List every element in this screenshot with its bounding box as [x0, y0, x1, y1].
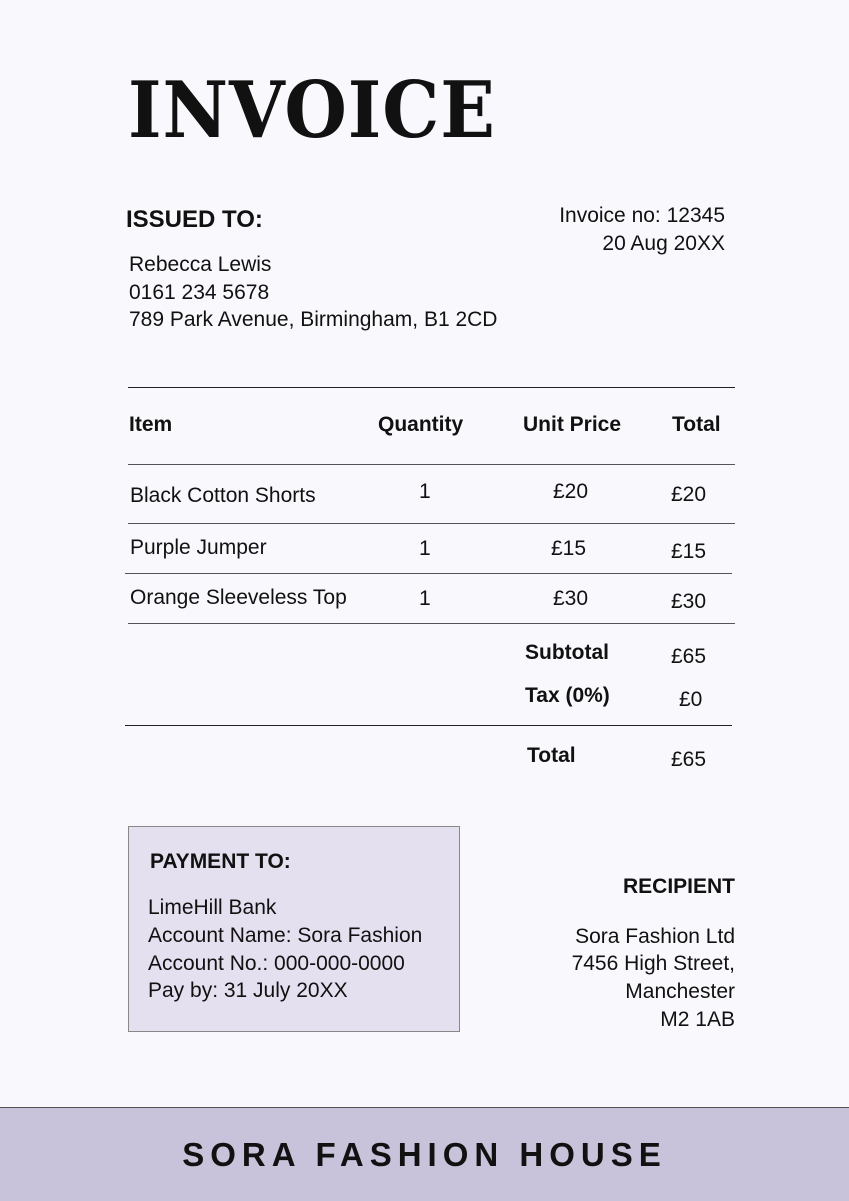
item-name: Purple Jumper	[130, 536, 267, 559]
table-top-rule	[128, 387, 735, 388]
row-divider	[128, 623, 735, 624]
account-number: Account No.: 000-000-0000	[148, 952, 405, 975]
pay-by-date: Pay by: 31 July 20XX	[148, 979, 348, 1002]
recipient-city: Manchester	[625, 980, 735, 1003]
bank-name: LimeHill Bank	[148, 896, 277, 919]
customer-phone: 0161 234 5678	[129, 281, 270, 304]
account-name: Account Name: Sora Fashion	[148, 924, 423, 947]
tax-value: £0	[679, 688, 703, 711]
item-unit-price: £15	[551, 537, 587, 560]
item-name: Black Cotton Shorts	[130, 484, 316, 507]
item-quantity: 1	[419, 587, 431, 610]
recipient-street: 7456 High Street,	[571, 952, 735, 975]
invoice-number: Invoice no: 12345	[559, 204, 725, 227]
column-header-quantity: Quantity	[378, 413, 464, 436]
item-name: Orange Sleeveless Top	[130, 586, 347, 609]
invoice-title: INVOICE	[128, 65, 496, 156]
subtotal-label: Subtotal	[525, 641, 609, 664]
item-total: £20	[671, 483, 707, 506]
recipient-company: Sora Fashion Ltd	[575, 925, 735, 948]
invoice-date: 20 Aug 20XX	[602, 232, 725, 255]
item-total: £30	[671, 590, 707, 613]
column-header-total: Total	[672, 413, 721, 436]
customer-name: Rebecca Lewis	[129, 253, 272, 276]
recipient-label: RECIPIENT	[622, 875, 735, 898]
customer-address: 789 Park Avenue, Birmingham, B1 2CD	[129, 308, 498, 331]
item-quantity: 1	[419, 480, 431, 503]
row-divider	[128, 523, 735, 524]
payment-to-label: PAYMENT TO:	[150, 850, 291, 873]
column-header-unit-price: Unit Price	[523, 413, 622, 436]
summary-rule	[125, 725, 732, 726]
item-quantity: 1	[419, 537, 431, 560]
item-total: £15	[671, 540, 707, 563]
footer-brand: SORA FASHION HOUSE	[182, 1136, 667, 1173]
header-bottom-rule	[128, 464, 735, 465]
total-value: £65	[671, 748, 707, 771]
recipient-postcode: M2 1AB	[660, 1008, 735, 1031]
item-unit-price: £20	[553, 480, 589, 503]
row-divider	[125, 573, 732, 574]
tax-label: Tax (0%)	[525, 684, 610, 707]
total-label: Total	[527, 744, 576, 767]
item-unit-price: £30	[553, 587, 589, 610]
subtotal-value: £65	[671, 645, 707, 668]
column-header-item: Item	[129, 413, 173, 436]
issued-to-label: ISSUED TO:	[126, 206, 263, 233]
